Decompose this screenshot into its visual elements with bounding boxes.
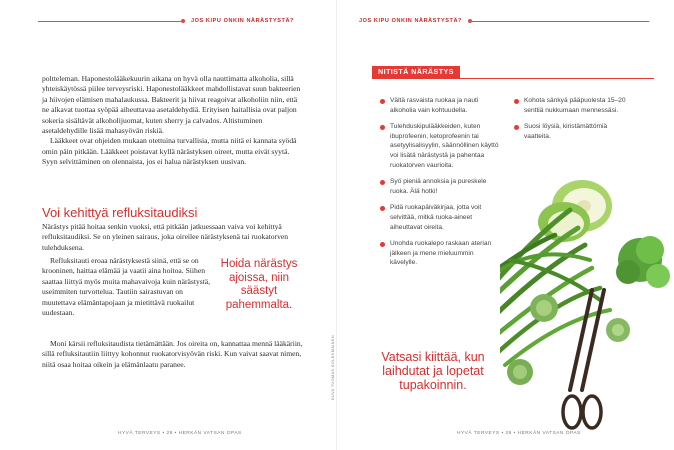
tips-column-2 bbox=[514, 96, 646, 148]
brussels-sprouts-icon bbox=[507, 294, 630, 385]
bullet-dot-icon bbox=[514, 99, 519, 104]
running-head-text: JOS KIPU ONKIN NÄRÄSTYSTÄ? bbox=[191, 18, 294, 24]
sidebar-rule bbox=[372, 78, 654, 79]
footer-left: HYVÄ TERVEYS • 28 • HERKÄN VATSAN OPAS bbox=[118, 431, 242, 436]
intro-text bbox=[42, 74, 302, 168]
running-head-right bbox=[359, 16, 649, 26]
section-text-bottom bbox=[42, 339, 304, 370]
tips-column-1 bbox=[380, 96, 506, 275]
tip-item: Pidä ruokapäiväkirjaa, jotta voit selvittää, mitkä ruoka-aineet aiheuttavat oireita. bbox=[380, 203, 486, 232]
section-text-mid bbox=[42, 256, 212, 318]
paragraph-3: Närästys pitää hoitaa senkin vuoksi, että pitkään jatkuessaan vaiva voi kehittyä refluksitaudiksi. Se on yleinen sairaus, joka oireilee närästyksenä tai ruokatorven tulehduksena. bbox=[42, 222, 289, 252]
bullet-dot-icon bbox=[380, 180, 385, 185]
paragraph-2: Lääkkeet ovat ohjeiden mukaan otettuina turvallisia, mutta niitä ei kannata syödä omin päin pitkään. Lääkkeet poistavat kyllä närästyksen oireet, mutta eivät syytä. Syyn selvittäminen on olennaista, jos ei halua närästyksen uusivan. bbox=[42, 136, 297, 167]
paragraph-4: Refluksitauti eroaa närästyksestä siinä, että se on krooninen, haittaa elämää ja vaatii aina hoitoa. Siihen saattaa liittyä myös muita mahavaivoja kuin närästystä, useimmiten turvotteluа. Tautiin sairastuvan on muutettava elämäntapojaan ja mietittävä ruokailut uudestaan. bbox=[42, 256, 211, 318]
vegetables-photo bbox=[500, 150, 674, 440]
bullet-dot-icon bbox=[380, 125, 385, 130]
pull-quote: Hoida närästys ajoissa, niin säästyt pahemmalta. bbox=[220, 258, 298, 311]
bullet-dot-icon bbox=[380, 242, 385, 247]
section-heading: Voi kehittyä refluksitaudiksi bbox=[42, 205, 198, 220]
running-head-text: JOS KIPU ONKIN NÄRÄSTYSTÄ? bbox=[359, 18, 462, 24]
photo-credit: KUVA TUOMAS KOLEHMAINEN bbox=[331, 335, 335, 400]
head-dot-icon bbox=[181, 19, 185, 23]
tip-item: Tulehduskipulääkkeiden, kuten ibuprofeenin, ketoprofeenin tai asetyylisalisyylin, säännöllinen käyttö voi lisätä närästystä ja pahentaa ruokatorven vaurioita. bbox=[380, 122, 504, 170]
section-text-top bbox=[42, 222, 304, 253]
footer-right: HYVÄ TERVEYS • 29 • HERKÄN VATSAN OPAS bbox=[457, 431, 581, 436]
tip-item: Vältä rasvaista ruokaa ja nauti alkoholia vain kohtuudella. bbox=[380, 96, 504, 115]
paragraph-5: Moni kärsii refluksitaudista tietämättään. Jos oireita on, kannattaa mennä lääkäriin, sillä refluksitautiin liittyy kohonnut ruokatorvisyövän riski. Kun vaivat saavat nimen, niitä osaa hoitaa oikein ja elämänlaatu paranee. bbox=[42, 339, 303, 369]
tip-item: Kohota sänkyä pääpuolesta 15–20 senttiä nukkumaan mennessäsi. bbox=[514, 96, 646, 115]
sidebar-title: NITISTÄ NÄRÄSTYS bbox=[372, 66, 460, 78]
closing-quote: Vatsasi kiittää, kun laihdutat ja lopetat tupakoinnin. bbox=[381, 350, 485, 392]
tip-item: Syö pieniä annoksia ja pureskele ruoka. Älä hotki! bbox=[380, 177, 500, 196]
herbs-icon bbox=[616, 236, 670, 288]
tip-item: Suosi löysiä, kiristämättömiä vaatteita. bbox=[514, 122, 624, 141]
paragraph-1: poltteleman. Haponestolääkekuurin aikana on hyvä olla nauttimatta alkoholia, sillä yhteiskäytössä piilee terveysriski. Haponestolääkkeet mahdollistavat suun bakteerien ja hiivojen elämisen mahalaukussa. Bakteerit ja hiivat reagoivat alkoholiin niin, että ne alkavat tuottaa syöpää aiheuttavaa asetaldehydiä. Erityisen haitallisia ovat paljon sokeria sisältävät alkoholijuomat, kuten sherry ja calvados. Altistuminen asetaldehydille lisää mahasyövän riskiä. bbox=[42, 74, 301, 136]
running-head-left bbox=[38, 16, 300, 26]
scissors-icon bbox=[563, 290, 604, 428]
bullet-dot-icon bbox=[380, 206, 385, 211]
bullet-dot-icon bbox=[514, 125, 519, 130]
bullet-dot-icon bbox=[380, 99, 385, 104]
tip-item: Unohda ruokalepo raskaan aterian jälkeen ja mene mieluummin kävelylle. bbox=[380, 239, 498, 268]
